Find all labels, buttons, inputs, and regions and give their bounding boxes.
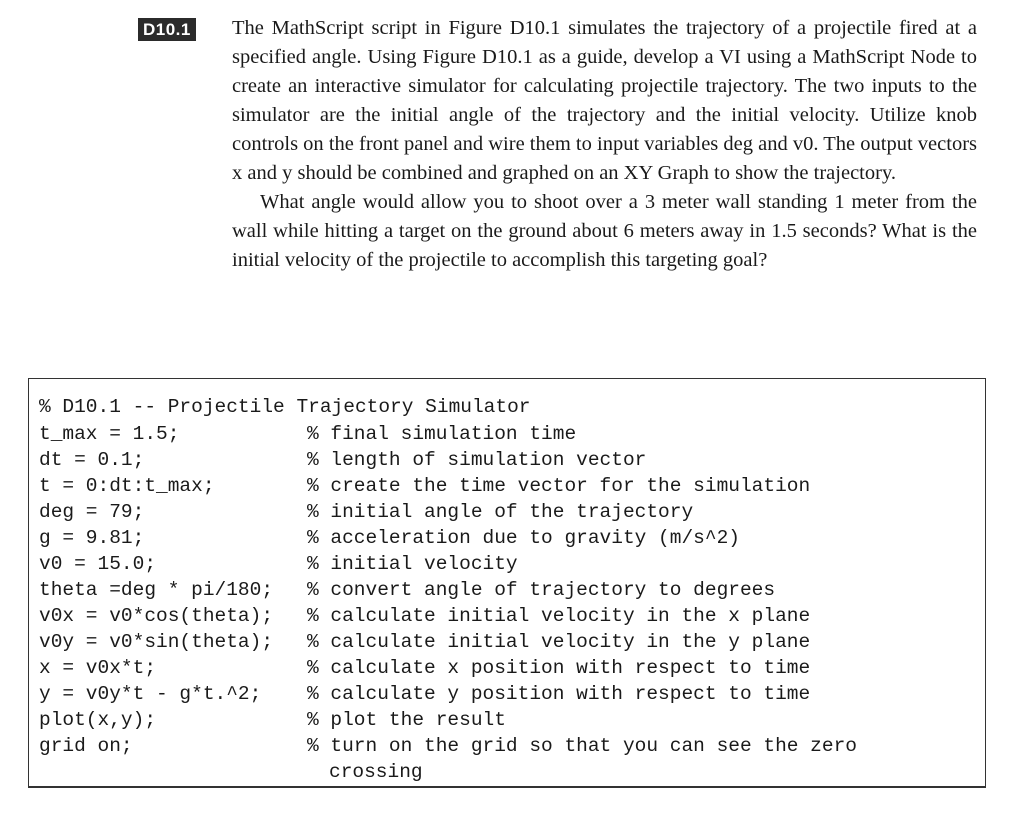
- code-line: [39, 629, 979, 655]
- code-line: [39, 681, 979, 707]
- code-comment: % calculate x position with respect to time: [307, 657, 811, 679]
- code-statement: theta =deg * pi/180;: [39, 579, 274, 601]
- code-comment-continuation: crossing: [329, 761, 423, 783]
- code-line: [39, 421, 979, 447]
- code-statement: v0 = 15.0;: [39, 553, 157, 575]
- code-statement: deg = 79;: [39, 501, 145, 523]
- code-line: [39, 733, 979, 759]
- code-title-comment: % D10.1 -- Projectile Trajectory Simulator: [39, 396, 531, 418]
- code-comment: % initial velocity: [307, 553, 518, 575]
- code-line: [39, 551, 979, 577]
- code-statement: v0y = v0*sin(theta);: [39, 631, 274, 653]
- problem-paragraph-1: The MathScript script in Figure D10.1 simulates the trajectory of a projectile fired at a specified angle. Using Figure D10.1 as a guide, develop a VI using a MathScript Node to create an interactive simulator for calculating projectile trajectory. The two inputs to the simulator are the initial angle of the trajectory and the initial velocity. Utilize knob controls on the front panel and wire them to input variables deg and v0. The output vectors x and y should be combined and graphed on an XY Graph to show the trajectory.: [232, 17, 977, 184]
- code-comment: % acceleration due to gravity (m/s^2): [307, 527, 740, 549]
- code-statement: grid on;: [39, 735, 133, 757]
- code-line: [39, 473, 979, 499]
- code-comment: % create the time vector for the simulation: [307, 475, 811, 497]
- code-listing-box: [28, 378, 986, 788]
- code-line: [39, 577, 979, 603]
- code-comment: % plot the result: [307, 709, 506, 731]
- code-line: [39, 655, 979, 681]
- code-statement: dt = 0.1;: [39, 449, 145, 471]
- problem-statement: [232, 14, 977, 275]
- code-statement: g = 9.81;: [39, 527, 145, 549]
- code-comment: % convert angle of trajectory to degrees: [307, 579, 776, 601]
- code-comment: % calculate initial velocity in the x plane: [307, 605, 811, 627]
- code-statement: v0x = v0*cos(theta);: [39, 605, 274, 627]
- code-statement: x = v0x*t;: [39, 657, 157, 679]
- code-statement: t_max = 1.5;: [39, 423, 180, 445]
- code-statement: plot(x,y);: [39, 709, 157, 731]
- code-comment: % calculate y position with respect to time: [307, 683, 811, 705]
- code-statement: y = v0y*t - g*t.^2;: [39, 683, 262, 705]
- code-comment: % turn on the grid so that you can see the zero: [307, 735, 857, 757]
- code-comment: % final simulation time: [307, 423, 577, 445]
- code-comment: % initial angle of the trajectory: [307, 501, 694, 523]
- code-comment: % calculate initial velocity in the y plane: [307, 631, 811, 653]
- code-line: [39, 603, 979, 629]
- code-statement: t = 0:dt:t_max;: [39, 475, 215, 497]
- code-line: [39, 447, 979, 473]
- code-line: [39, 707, 979, 733]
- code-line: [39, 499, 979, 525]
- code-line: [39, 525, 979, 551]
- problem-number-badge: D10.1: [138, 18, 196, 41]
- problem-paragraph-2: What angle would allow you to shoot over a 3 meter wall standing 1 meter from the wall while hitting a target on the ground about 6 meters away in 1.5 seconds? What is the initial velocity of the projectile to accomplish this targeting goal?: [232, 191, 977, 271]
- code-comment: % length of simulation vector: [307, 449, 647, 471]
